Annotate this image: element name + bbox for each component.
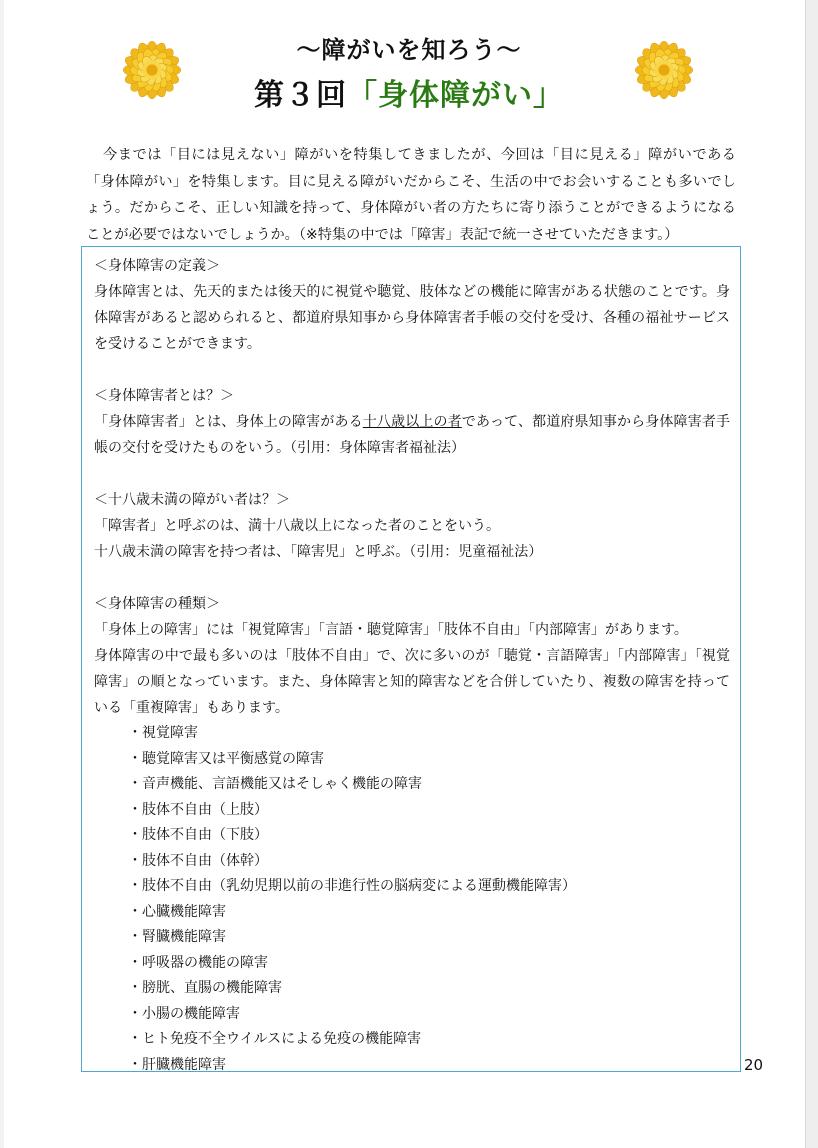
list-item: ・ 小腸の機能障害 [128, 1002, 730, 1028]
types-text: 身体障害の中で最も多いのは「肢体不自由」で、次に多いのが「聴覚・言語障害」「内部障害」「視覚障害」の順となっています。また、身体障害と知的障害などを合併していたり、複数の障害を持っている「重複障害」もあります。 [94, 648, 730, 716]
list-item: ・ 呼吸器の機能の障害 [128, 951, 730, 977]
types-line-1: 「身体上の障害」には「視覚障害」「言語・聴覚障害」「肢体不自由」「内部障害」があります。 [94, 622, 688, 638]
intro-paragraph: 今までは「目には見えない」障がいを特集してきましたが、今回は「目に見える」障がいである「身体障がい」を特集します。目に見える障がいだからこそ、生活の中でお会いすることも多いでしょう。だからこそ、正しい知識を持って、身体障がい者の方たちに寄り添うことができるようになることが必要ではないでしょうか。（※特集の中では「障害」表記で統一させていただきます。） [86, 147, 736, 243]
page-number: 20 [744, 1056, 764, 1074]
definition-text: 身体障害とは、先天的または後天的に視覚や聴覚、肢体などの機能に障害がある状態のことです。身体障害があると認められると、都道府県知事から身体障害者手帳の交付を受け、各種の福祉サービスを受けることができます。 [94, 284, 730, 352]
list-item: ・ 肢体不自由（乳幼児期以前の非進行性の脳病変による運動機能障害） [128, 874, 730, 900]
who-text-underlined: 十八歳以上の者 [362, 414, 462, 430]
list-item: ・ 腎臓機能障害 [128, 925, 730, 951]
list-item: ・ 膀胱、直腸の機能障害 [128, 976, 730, 1002]
types-heading: ＜身体障害の種類＞ [94, 596, 220, 612]
who-text-before: 「身体障害者」とは、身体上の障害がある [94, 414, 363, 430]
page-title [0, 70, 818, 114]
title-emphasis: 「身体障がい」 [347, 78, 564, 113]
list-item: ・ 肢体不自由（体幹） [128, 849, 730, 875]
minors-heading: ＜十八歳未満の障がい者は？＞ [94, 492, 290, 508]
list-item: ・ 肢体不自由（上肢） [128, 798, 730, 824]
viewer-gutter [805, 0, 818, 1148]
info-box [81, 246, 741, 1072]
list-item: ・ ヒト免疫不全ウイルスによる免疫の機能障害 [128, 1027, 730, 1053]
who-text [94, 409, 730, 461]
list-item: ・ 視覚障害 [128, 721, 730, 747]
list-item: ・ 肝臓機能障害 [128, 1053, 730, 1079]
list-item: ・ 肢体不自由（下肢） [128, 823, 730, 849]
list-item: ・ 心臓機能障害 [128, 900, 730, 926]
list-item: ・ 聴覚障害又は平衡感覚の障害 [128, 747, 730, 773]
who-text-after: であって、都道府県知事から身体障害者手帳の交付を受けたものをいう。（引用：身体障害者福祉法） [94, 414, 730, 456]
minors-line-2: 十八歳未満の障害を持つ者は、「障害児」と呼ぶ。（引用：児童福祉法） [94, 544, 543, 560]
list-item: ・ 音声機能、言語機能又はそしゃく機能の障害 [128, 772, 730, 798]
page-subtitle: 〜障がいを知ろう〜 [296, 36, 522, 64]
disability-type-list [94, 721, 730, 1078]
title-prefix: 第３回 [254, 78, 347, 113]
definition-heading: ＜身体障害の定義＞ [94, 258, 220, 274]
minors-line-1: 「障害者」と呼ぶのは、満十八歳以上になった者のことをいう。 [94, 518, 500, 534]
page-edge [0, 0, 4, 1148]
who-heading: ＜身体障害者とは？＞ [94, 388, 234, 404]
